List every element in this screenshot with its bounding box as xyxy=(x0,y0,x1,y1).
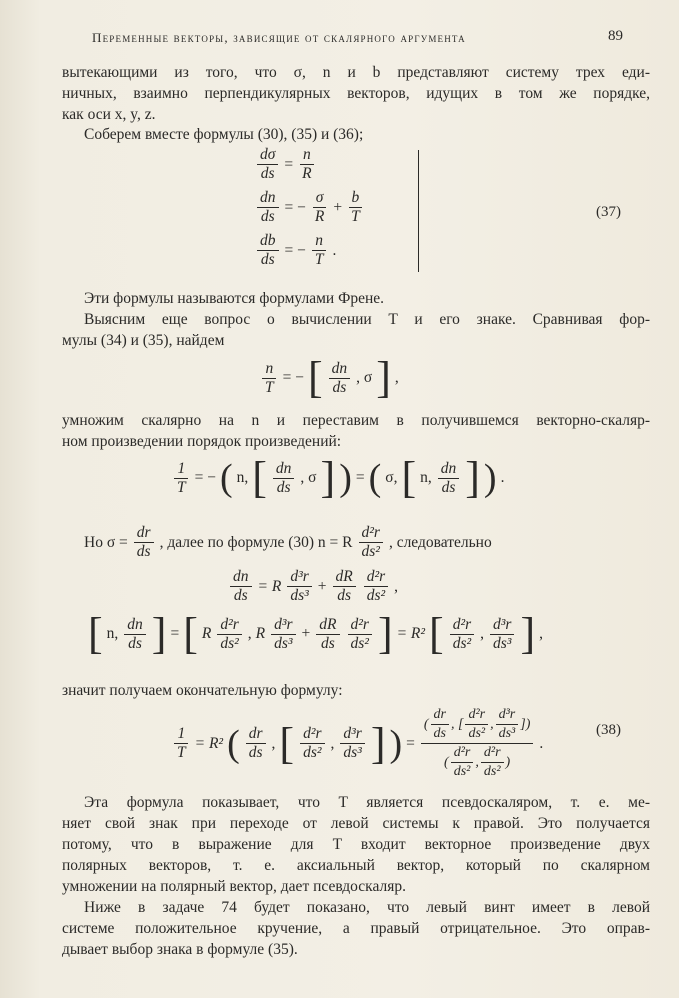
den: ds xyxy=(320,634,335,652)
den: ds xyxy=(233,587,248,604)
num: n xyxy=(312,232,326,251)
equation-dn-ds xyxy=(228,568,398,605)
num: d³r xyxy=(271,616,295,635)
num: 1 xyxy=(174,725,188,744)
text-line: Выясним еще вопрос о вычислении T и его знаке. Сравнивая фор- xyxy=(84,311,650,328)
text-line: няет свой знак при переходе от левой системы к правой. Это получается xyxy=(62,815,650,832)
op: , xyxy=(330,734,335,752)
den: ds xyxy=(260,208,275,225)
den: ds² xyxy=(350,634,369,652)
op: + xyxy=(333,198,343,216)
num: d²r xyxy=(300,725,324,744)
text-line: умножении на полярный вектор, дает псевдоскаляр. xyxy=(62,878,406,895)
op: = R² xyxy=(194,734,224,752)
text-line: дывает выбор знака в формуле (35). xyxy=(62,941,298,958)
num: dn xyxy=(438,460,460,479)
op: = − xyxy=(284,198,306,216)
num: dσ xyxy=(257,146,278,165)
den: ds³ xyxy=(498,726,516,741)
num: dn xyxy=(124,616,146,635)
num: dR xyxy=(316,616,339,635)
den: ds² xyxy=(366,587,386,604)
op: = xyxy=(170,625,180,642)
op: , xyxy=(247,625,252,642)
op: = xyxy=(406,734,415,752)
num: n xyxy=(300,146,314,165)
den: T xyxy=(314,251,324,268)
den: ds² xyxy=(303,744,322,761)
num: n xyxy=(262,360,276,379)
op: , xyxy=(271,734,276,752)
text-line: Соберем вместе формулы (30), (35) и (36); xyxy=(84,126,364,143)
op: . xyxy=(539,734,544,752)
den: ds³ xyxy=(343,744,362,761)
equation-37 xyxy=(255,146,365,269)
num: d³r xyxy=(287,568,311,587)
text-line: ничных, взаимно перпендикулярных векторов, идущих в том же порядке, xyxy=(62,85,650,102)
den: ds xyxy=(441,478,456,496)
den: T xyxy=(351,208,360,225)
text-line: вытекающими из того, что σ, n и b представляют систему трех еди- xyxy=(62,64,650,81)
equation-1-over-T: $\frac{1}{T}$ = − ( n, [ $\frac{dn}{ds}$ , σ ] ) = ( σ, [ n, $\frac{dn}{ds}$ ] ) . xyxy=(172,456,504,500)
num: dn xyxy=(273,460,295,479)
text-line: Эта формула показывает, что T является псевдоскаляром, т. е. ме- xyxy=(84,794,650,811)
op: = xyxy=(355,469,365,486)
num: dn xyxy=(230,568,252,587)
num: d²r xyxy=(217,616,241,635)
text: , далее по формуле (30) n = R xyxy=(159,533,353,551)
den: T xyxy=(177,744,186,761)
num: d²r xyxy=(348,616,372,635)
op: = R xyxy=(257,577,282,595)
op: = R² xyxy=(396,625,426,642)
num: d²r xyxy=(364,568,388,587)
den: ds xyxy=(337,587,351,604)
op: , xyxy=(394,577,399,595)
text-line: Ниже в задаче 74 будет показано, что левый винт имеет в левой xyxy=(84,899,650,916)
text-line: ном произведении порядок произведений: xyxy=(62,433,342,450)
text: , следовательно xyxy=(388,533,492,551)
den: ds² xyxy=(468,726,486,741)
op: , xyxy=(394,369,399,386)
num: dr xyxy=(134,524,154,543)
term: σ, xyxy=(385,469,398,486)
equation-number: (37) xyxy=(596,204,621,220)
den: ds² xyxy=(361,543,380,560)
op: + xyxy=(317,577,327,595)
num: d²r xyxy=(450,616,474,635)
num: d²r xyxy=(359,524,383,543)
text-line: умножим скалярно на n и переставим в получившемся векторно-скаляр- xyxy=(62,412,650,429)
num: dr xyxy=(431,706,449,725)
op: = − xyxy=(194,469,216,486)
op: , xyxy=(539,625,543,642)
den: ds xyxy=(128,634,142,652)
op: . xyxy=(332,241,337,259)
num: d³r xyxy=(340,725,364,744)
text-line: потому, что в выражение для T входит векторное произведение двух xyxy=(62,836,650,853)
term: , σ xyxy=(300,469,317,486)
num: dr xyxy=(246,725,266,744)
term: n, xyxy=(106,625,119,642)
num: d²r xyxy=(481,744,504,763)
op: = xyxy=(284,155,294,173)
den: ds³ xyxy=(274,634,293,652)
text-line: мулы (34) и (35), найдем xyxy=(62,332,225,349)
equation-38: $\frac{1}{T}$ = R² ( $\frac{dr}{ds}$ , [ $\frac{\text{d²r}}{\text{ds²}}$ , $\frac{\text{d³r}}{\text{ds³}}$ ] ) = ( $\frac{dr}{ds}$ , [ $\frac{\text{d²r}}{\text{ds²}}$ , $\frac{\text{d³r}}{\text{ds³}}$ ]) ( $\frac{\text{d²r}}{\text{ds²}}$ , $\frac{\text{d²r}}{\text{ds²}}$ ) . xyxy=(172,706,543,781)
den: ds³ xyxy=(290,587,309,604)
op: = − xyxy=(282,369,304,386)
text: Но σ = xyxy=(84,533,128,551)
text-line: как оси x, y, z. xyxy=(62,106,156,123)
running-header: Переменные векторы, зависящие от скалярного аргумента xyxy=(92,30,466,45)
den: ds xyxy=(136,543,151,560)
text-line: системе положительное кручение, а правый отрицательное. Это оправ- xyxy=(62,920,650,937)
num: d³r xyxy=(490,616,514,635)
op: = − xyxy=(284,241,306,259)
num: dn xyxy=(257,189,279,208)
equation-bracket: [ n, $\frac{dn}{ds}$ ] = [ R $\frac{\text{d²r}}{\text{ds²}}$ , R $\frac{\text{d³r}}{\text{ds³}}$ + $\frac{dR}{ds}$ $\frac{\text{d²r}}{\text{ds²}}$ ] = R² [ $\frac{\text{d²r}}{\text{ds²}}$ , $\frac{\text{d³r}}{\text{ds³}}$ ] , xyxy=(88,609,543,658)
num: dn xyxy=(329,360,351,379)
den: ds³ xyxy=(493,634,512,652)
text-line: Эти формулы называются формулами Френе. xyxy=(84,290,385,307)
den: ds xyxy=(332,378,347,396)
op: , xyxy=(480,625,485,642)
text-line: значит получаем окончательную формулу: xyxy=(62,682,343,699)
den: ds² xyxy=(453,764,471,779)
num: d²r xyxy=(465,706,488,725)
equation-number: (38) xyxy=(596,722,621,738)
op: + xyxy=(301,625,311,642)
equation-n-over-T: $\frac{n}{T}$ = − [ $\frac{dn}{ds}$ , σ ] , xyxy=(260,356,399,400)
den: ds xyxy=(248,744,263,761)
term: n, xyxy=(236,469,249,486)
den: ds² xyxy=(483,764,501,779)
num: dR xyxy=(333,568,356,587)
den: ds xyxy=(433,726,446,741)
text-line: полярных векторов, т. е. аксиальный вектор, который по скалярном xyxy=(62,857,650,874)
page-number: 89 xyxy=(608,28,623,44)
num: d²r xyxy=(451,744,474,763)
den: ds² xyxy=(220,634,239,652)
term: R xyxy=(255,625,266,642)
den: R xyxy=(314,208,325,225)
term: R xyxy=(201,625,212,642)
num: σ xyxy=(313,189,327,208)
op: . xyxy=(500,469,505,486)
text-line-formula xyxy=(84,524,492,561)
num: b xyxy=(349,189,363,208)
den: ds xyxy=(276,478,291,496)
num: 1 xyxy=(174,460,188,479)
term: n, xyxy=(420,469,432,486)
den: R xyxy=(302,165,312,182)
den: T xyxy=(177,478,186,496)
num: db xyxy=(257,232,279,251)
op: , σ xyxy=(356,369,373,386)
num: d³r xyxy=(496,706,519,725)
brace xyxy=(415,150,419,272)
den: T xyxy=(265,378,274,396)
den: ds xyxy=(260,251,275,268)
den: ds xyxy=(260,165,275,182)
den: ds² xyxy=(452,634,472,652)
